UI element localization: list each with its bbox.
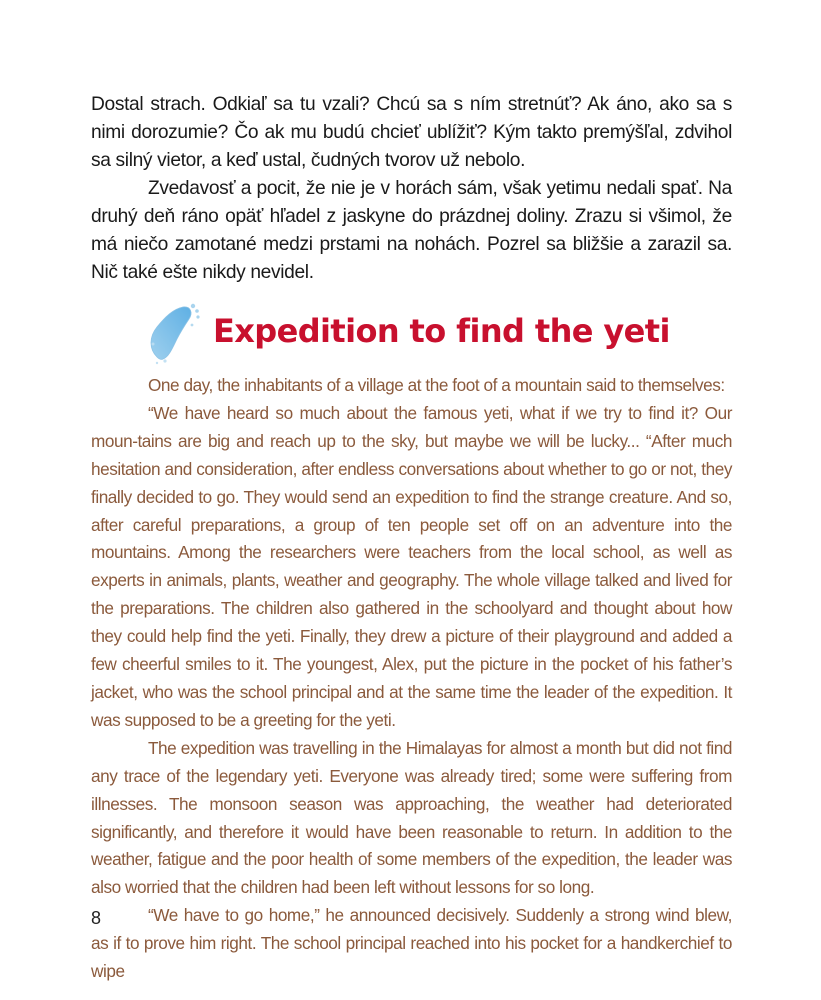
english-paragraph-2: “We have heard so much about the famous yeti, what if we try to find it? Our moun-tains are big and reach up to the sky, but maybe we will be lucky... “After much hesitation and consideration, after endless conversations about whether to go or not, they finally decided to go. They would send an expedition to find the strange creature. And so, after careful preparations, a group of ten people set off on an adventure into the mountains. Among the researchers were teachers from the local school, as well as experts in animals, plants, weather and geography. The whole village talked and lived for the preparations. The children also gathered in the schoolyard and thought about how they could help find the yeti. Finally, they drew a picture of their playground and added a few cheerful smiles to it. The youngest, Alex, put the picture in the pocket of his father’s jacket, who was the school principal and at the same time the leader of the expedition. It was supposed to be a greeting for the yeti. [91, 402, 732, 730]
english-text-section [91, 372, 732, 986]
english-paragraph-3: The expedition was travelling in the Himalayas for almost a month but did not find any trace of the legendary yeti. Everyone was already tired; some were suffering from illnesses. The monsoon season was approaching, the weather had deteriorated significantly, and therefore it would have been reasonable to return. In addition to the weather, fatigue and the poor health of some members of the expedition, the leader was also worried that the children had been left without lessons for so long. [91, 737, 732, 898]
slovak-paragraph-2: Zvedavosť a pocit, že nie je v horách sám, však yetimu nedali spať. Na druhý deň ráno opäť hľadel z jaskyne do prázdnej doliny. Zrazu si všimol, že má niečo zamotané medzi prstami na nohách. Pozrel sa bližšie a zarazil sa. Nič také ešte nikdy nevidel. [91, 178, 732, 283]
section-heading [143, 296, 670, 366]
section-title: Expedition to find the yeti [213, 312, 670, 350]
english-paragraph-1: One day, the inhabitants of a village at the foot of a mountain said to themselves: [148, 375, 725, 395]
slovak-text-section [91, 91, 732, 287]
page-number: 8 [91, 908, 102, 928]
slovak-paragraph-1: Dostal strach. Odkiaľ sa tu vzali? Chcú sa s ním stretnúť? Ak áno, ako sa s nimi dorozumie? Čo ak mu budú chcieť ublížiť? Kým takto premýšľal, zdvihol sa silný vietor, a keď ustal, čudných tvorov už nebolo. [91, 94, 732, 171]
footprint-icon [143, 297, 205, 365]
english-paragraph-4: “We have to go home,” he announced decisively. Suddenly a strong wind blew, as if to prove him right. The school principal reached into his pocket for a handkerchief to wipe [91, 905, 732, 982]
